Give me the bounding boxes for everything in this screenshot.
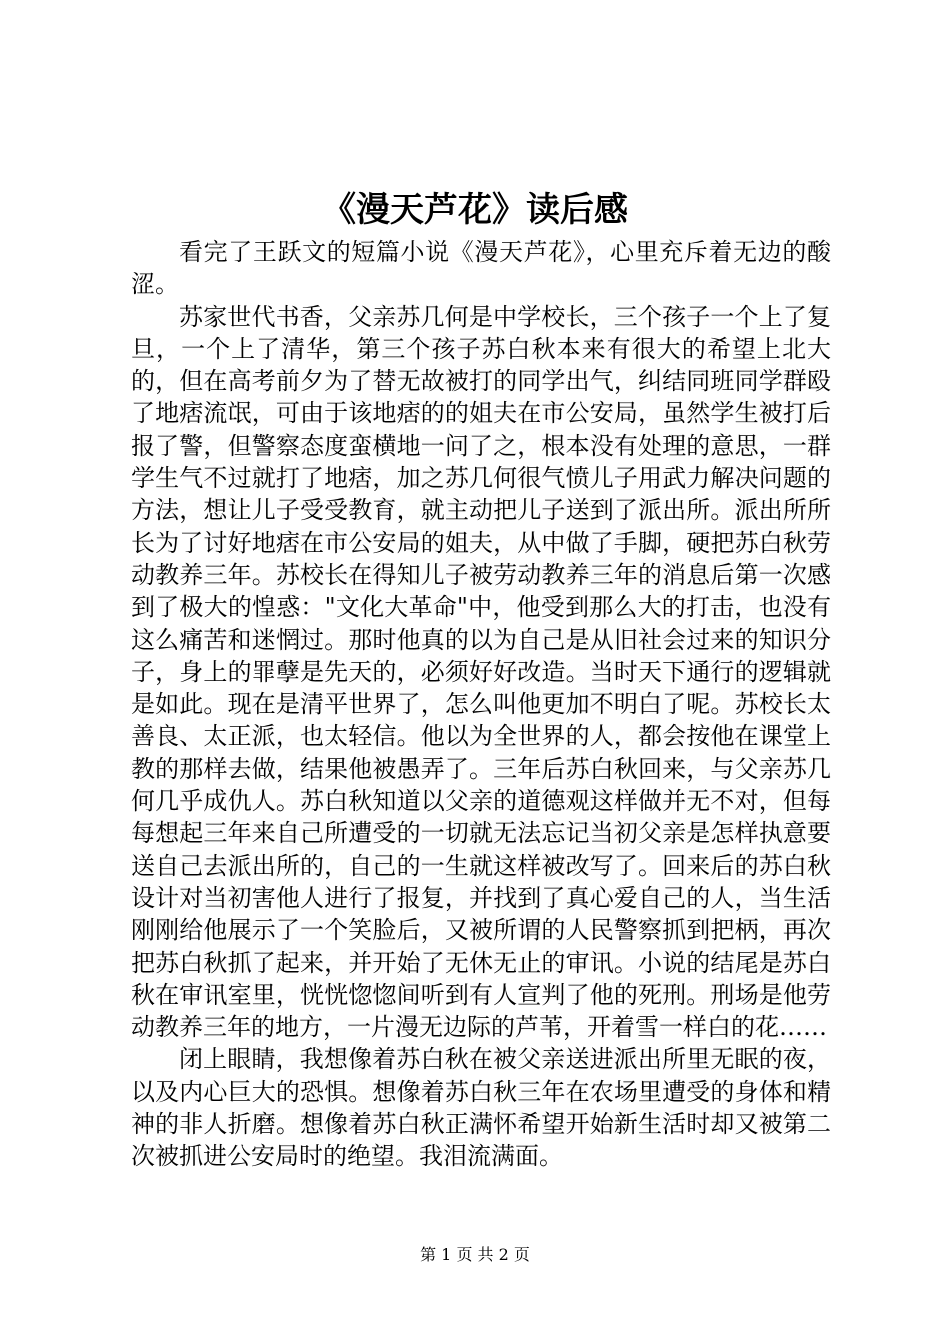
paragraph: 苏家世代书香，父亲苏几何是中学校长，三个孩子一个上了复旦，一个上了清华，第三个孩子苏白秋本来有很大的希望上北大的，但在高考前夕为了替无故被打的同学出气，纠结同班同学群殴了地痞流氓，可由于该地痞的的姐夫在市公安局，虽然学生被打后报了警，但警察态度蛮横地一问了之，根本没有处理的意思，一群学生气不过就打了地痞，加之苏几何很气愤儿子用武力解决问题的方法，想让儿子受受教育，就主动把儿子送到了派出所。派出所所长为了讨好地痞在市公安局的姐夫，从中做了手脚，硬把苏白秋劳动教养三年。苏校长在得知儿子被劳动教养三年的消息后第一次感到了极大的惶惑："文化大革命"中，他受到那么大的打击，也没有这么痛苦和迷惘过。那时他真的以为自己是从旧社会过来的知识分子，身上的罪孽是先天的，必须好好改造。当时天下通行的逻辑就是如此。现在是清平世界了，怎么叫他更加不明白了呢。苏校长太善良、太正派，也太轻信。他以为全世界的人，都会按他在课堂上教的那样去做，结果他被愚弄了。三年后苏白秋回来，与父亲苏几何几乎成仇人。苏白秋知道以父亲的道德观这样做并无不对，但每每想起三年来自己所遭受的一切就无法忘记当初父亲是怎样执意要送自己去派出所的，自己的一生就这样被改写了。回来后的苏白秋设计对当初害他人进行了报复，并找到了真心爱自己的人，当生活刚刚给他展示了一个笑脸后，又被所谓的人民警察抓到把柄，再次把苏白秋抓了起来，并开始了无休无止的审讯。小说的结尾是苏白秋在审讯室里，恍恍惚惚间听到有人宣判了他的死刑。刑场是他劳动教养三年的地方，一片漫无边际的芦苇，开着雪一样白的花…… [131, 302, 831, 1042]
page-footer: 第 1 页 共 2 页 [420, 1245, 530, 1264]
document-body [131, 236, 831, 1173]
document-title: 《漫天芦花》读后感 [322, 190, 628, 230]
paragraph: 闭上眼睛，我想像着苏白秋在被父亲送进派出所里无眠的夜，以及内心巨大的恐惧。想像着苏白秋三年在农场里遭受的身体和精神的非人折磨。想像着苏白秋正满怀希望开始新生活时却又被第二次被抓进公安局时的绝望。我泪流满面。 [131, 1045, 831, 1171]
paragraph: 看完了王跃文的短篇小说《漫天芦花》，心里充斥着无边的酸涩。 [131, 238, 831, 299]
